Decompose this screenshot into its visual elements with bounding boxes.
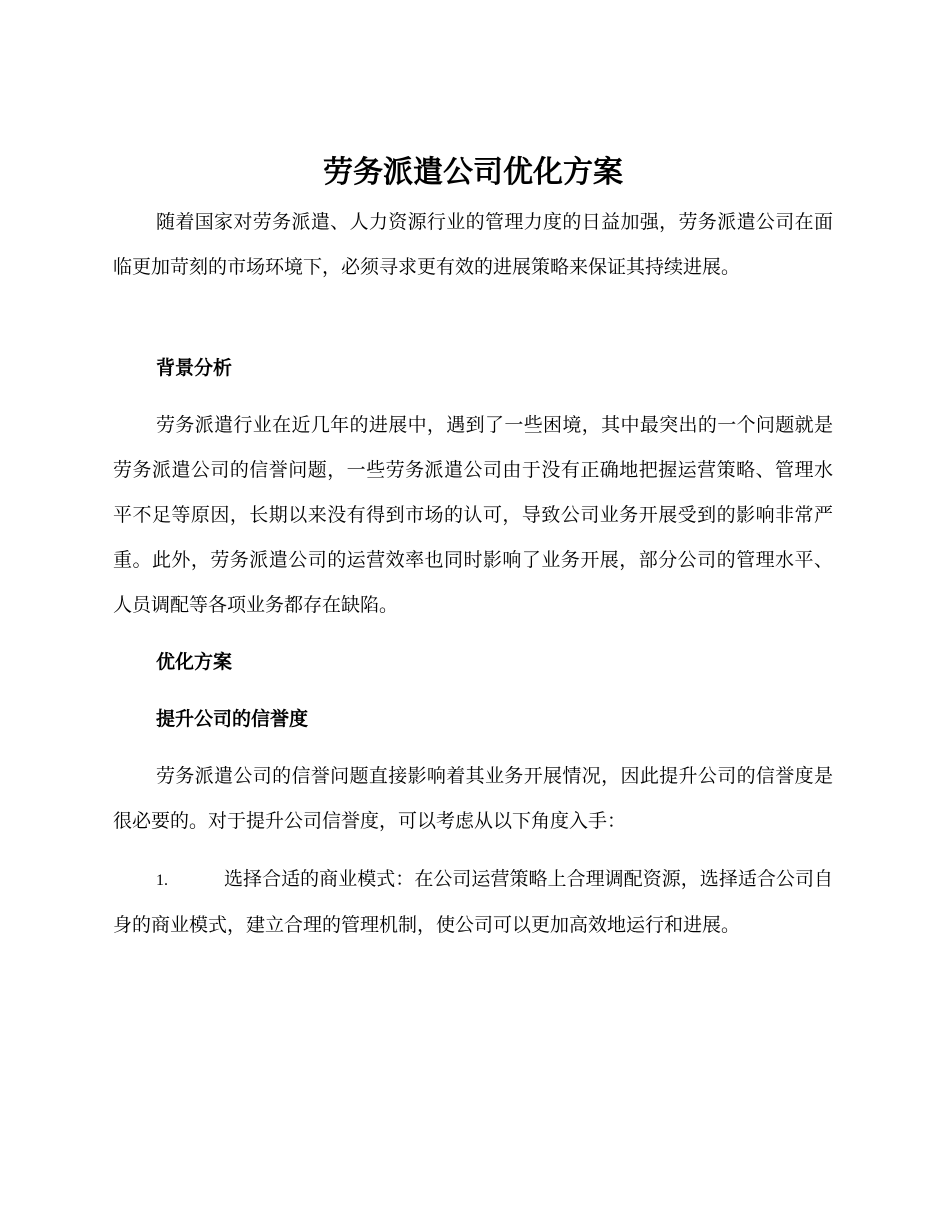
heading-background: 背景分析 (156, 357, 233, 379)
intro-paragraph: 随着国家对劳务派遣、人力资源行业的管理力度的日益加强，劳务派遣公司在面临更加苛刻的市场环境下，必须寻求更有效的进展策略来保证其持续进展。 (113, 211, 833, 278)
list-item (113, 857, 833, 948)
credibility-paragraph: 劳务派遣公司的信誉问题直接影响着其业务开展情况，因此提升公司的信誉度是很必要的。对于提升公司信誉度，可以考虑从以下角度入手： (113, 765, 833, 832)
background-paragraph: 劳务派遣行业在近几年的进展中，遇到了一些困境，其中最突出的一个问题就是劳务派遣公司的信誉问题，一些劳务派遣公司由于没有正确地把握运营策略、管理水平不足等原因，长期以来没有得到市场的认可，导致公司业务开展受到的影响非常严重。此外，劳务派遣公司的运营效率也同时影响了业务开展，部分公司的管理水平、人员调配等各项业务都存在缺陷。 (113, 414, 833, 616)
document-title: 劳务派遣公司优化方案 (323, 155, 623, 190)
list-item-number: 1. (156, 872, 168, 889)
heading-optimization-plan: 优化方案 (156, 651, 233, 673)
list-item-text: 选择合适的商业模式：在公司运营策略上合理调配资源，选择适合公司自身的商业模式，建立合理的管理机制，使公司可以更加高效地运行和进展。 (113, 868, 833, 936)
heading-improve-credibility: 提升公司的信誉度 (156, 708, 309, 730)
